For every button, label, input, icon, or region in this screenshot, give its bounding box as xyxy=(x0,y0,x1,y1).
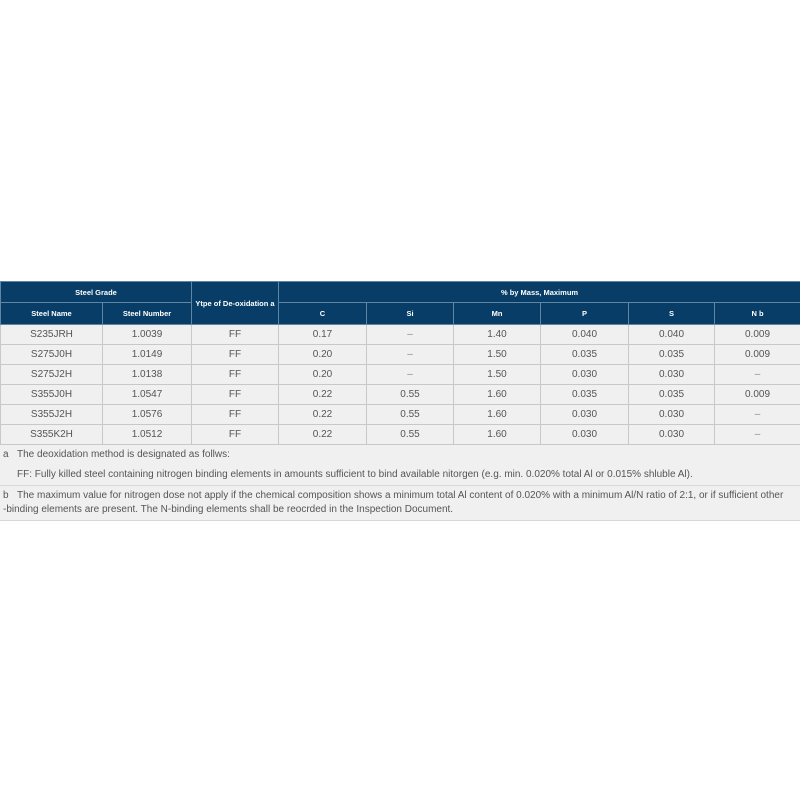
header-row-columns xyxy=(1,303,800,325)
cell-c: 0.22 xyxy=(279,425,367,445)
cell-nb: – xyxy=(715,365,800,385)
cell-steel-name: S275J2H xyxy=(1,365,103,385)
cell-c: 0.17 xyxy=(279,325,367,345)
header-nb: N b xyxy=(715,303,800,325)
cell-p: 0.030 xyxy=(541,425,629,445)
cell-c: 0.22 xyxy=(279,385,367,405)
cell-deoxidation: FF xyxy=(192,405,279,425)
cell-steel-name: S355J0H xyxy=(1,385,103,405)
cell-steel-name: S355J2H xyxy=(1,405,103,425)
table-row xyxy=(1,345,800,365)
header-mn: Mn xyxy=(454,303,541,325)
footnote-text: The deoxidation method is designated as follws: xyxy=(17,449,230,460)
footnote-marker: a xyxy=(3,449,9,460)
header-row-group xyxy=(1,282,800,303)
cell-s: 0.035 xyxy=(629,385,715,405)
cell-deoxidation: FF xyxy=(192,365,279,385)
cell-s: 0.040 xyxy=(629,325,715,345)
cell-mn: 1.50 xyxy=(454,345,541,365)
cell-p: 0.035 xyxy=(541,385,629,405)
cell-mn: 1.40 xyxy=(454,325,541,345)
table-row xyxy=(1,385,800,405)
header-steel-name: Steel Name xyxy=(1,303,103,325)
cell-steel-number: 1.0039 xyxy=(103,325,192,345)
cell-s: 0.035 xyxy=(629,345,715,365)
cell-nb: 0.009 xyxy=(715,345,800,365)
footnote-text: -binding elements are present. The N-binding elements shall be reocrded in the Inspection Document. xyxy=(3,504,454,515)
header-c: C xyxy=(279,303,367,325)
cell-steel-number: 1.0512 xyxy=(103,425,192,445)
footnote-text: The maximum value for nitrogen dose not apply if the chemical composition shows a minimum total Al content of 0.020% with a minimum Al/N ratio of 2:1, or if sufficient other xyxy=(17,490,784,501)
cell-steel-number: 1.0547 xyxy=(103,385,192,405)
cell-nb: 0.009 xyxy=(715,385,800,405)
cell-mn: 1.60 xyxy=(454,385,541,405)
header-p: P xyxy=(541,303,629,325)
cell-s: 0.030 xyxy=(629,405,715,425)
footnote-a xyxy=(0,445,800,486)
cell-si: – xyxy=(367,365,454,385)
cell-p: 0.040 xyxy=(541,325,629,345)
footnote-text: FF: Fully killed steel containing nitrogen binding elements in amounts sufficient to bind available nitorgen (e.g. min. 0.020% total Al or 0.015% shluble Al). xyxy=(17,469,693,480)
chemical-composition-table xyxy=(0,281,800,445)
cell-nb: – xyxy=(715,425,800,445)
cell-steel-number: 1.0576 xyxy=(103,405,192,425)
table-row xyxy=(1,425,800,445)
cell-mn: 1.60 xyxy=(454,425,541,445)
cell-deoxidation: FF xyxy=(192,325,279,345)
cell-p: 0.030 xyxy=(541,405,629,425)
header-steel-number: Steel Number xyxy=(103,303,192,325)
cell-steel-name: S235JRH xyxy=(1,325,103,345)
cell-deoxidation: FF xyxy=(192,385,279,405)
footnote-b xyxy=(0,486,800,521)
header-s: S xyxy=(629,303,715,325)
header-si: Si xyxy=(367,303,454,325)
cell-steel-number: 1.0138 xyxy=(103,365,192,385)
cell-c: 0.20 xyxy=(279,365,367,385)
cell-si: 0.55 xyxy=(367,425,454,445)
cell-steel-name: S275J0H xyxy=(1,345,103,365)
cell-p: 0.035 xyxy=(541,345,629,365)
cell-mn: 1.60 xyxy=(454,405,541,425)
cell-nb: 0.009 xyxy=(715,325,800,345)
cell-c: 0.22 xyxy=(279,405,367,425)
cell-si: 0.55 xyxy=(367,385,454,405)
cell-steel-name: S355K2H xyxy=(1,425,103,445)
header-deoxidation-type: Ytpe of De-oxidation a xyxy=(192,282,279,325)
cell-si: – xyxy=(367,345,454,365)
cell-mn: 1.50 xyxy=(454,365,541,385)
cell-si: – xyxy=(367,325,454,345)
cell-deoxidation: FF xyxy=(192,345,279,365)
cell-p: 0.030 xyxy=(541,365,629,385)
cell-c: 0.20 xyxy=(279,345,367,365)
cell-nb: – xyxy=(715,405,800,425)
footnote-marker: b xyxy=(3,490,9,501)
cell-s: 0.030 xyxy=(629,365,715,385)
header-steel-grade: Steel Grade xyxy=(1,282,192,303)
table-row xyxy=(1,405,800,425)
table-row xyxy=(1,325,800,345)
footnotes xyxy=(0,445,800,521)
cell-steel-number: 1.0149 xyxy=(103,345,192,365)
cell-si: 0.55 xyxy=(367,405,454,425)
cell-s: 0.030 xyxy=(629,425,715,445)
steel-spec-section xyxy=(0,281,800,521)
header-mass-percent: % by Mass, Maximum xyxy=(279,282,800,303)
table-row xyxy=(1,365,800,385)
cell-deoxidation: FF xyxy=(192,425,279,445)
